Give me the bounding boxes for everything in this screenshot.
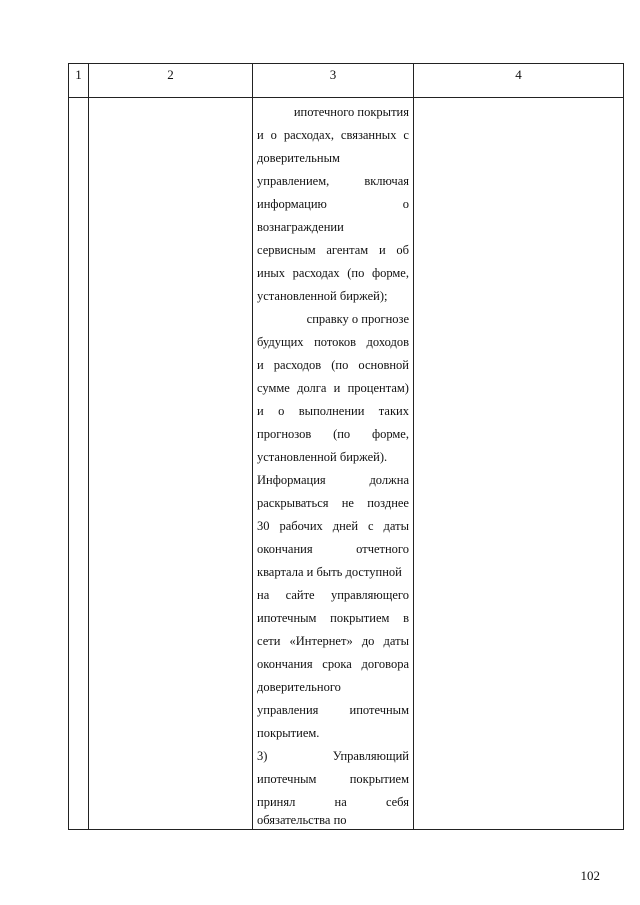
column-divider-3	[413, 63, 414, 830]
text-line: и о выполнении таких	[257, 404, 409, 418]
text-line: будущих потоков доходов	[257, 335, 409, 349]
text-line: принял на себя	[257, 795, 409, 809]
header-cell-2: 2	[167, 67, 174, 82]
table-border-right	[623, 63, 624, 830]
text-line: 3) Управляющий	[257, 749, 409, 763]
table-border-bottom	[68, 829, 624, 830]
text-line: ипотечным покрытием	[257, 772, 409, 786]
text-line: окончания отчетного	[257, 542, 409, 556]
table-border-top	[68, 63, 624, 64]
column-divider-2	[252, 63, 253, 830]
text-line: ипотечного покрытия	[293, 105, 409, 119]
text-line: и о расходах, связанных с	[257, 128, 409, 142]
header-cell-1: 1	[75, 67, 82, 82]
text-line: управлением, включая	[257, 174, 409, 188]
header-cell-4: 4	[515, 67, 522, 82]
text-line: сервисным агентам и об	[257, 243, 409, 257]
text-line: информацию о	[257, 197, 409, 211]
text-line: обязательства по	[257, 813, 347, 827]
text-line: Информация должна	[257, 473, 409, 487]
header-cell-3: 3	[329, 67, 337, 82]
text-line: управления ипотечным	[257, 703, 409, 717]
text-line: сети «Интернет» до даты	[257, 634, 409, 648]
text-line: раскрываться не позднее	[257, 496, 409, 510]
text-line: прогнозов (по форме,	[257, 427, 409, 441]
text-line: установленной биржей).	[257, 450, 388, 464]
text-line: 30 рабочих дней с даты	[257, 519, 409, 533]
page-number: 102	[580, 868, 600, 883]
text-line: справку о прогнозе	[306, 312, 409, 326]
text-line: доверительным	[257, 151, 340, 165]
text-line: вознаграждении	[257, 220, 344, 234]
text-line: и расходов (по основной	[257, 358, 409, 372]
text-line: иных расходах (по форме,	[257, 266, 409, 280]
header-separator	[68, 97, 624, 98]
text-line: установленной биржей);	[257, 289, 388, 303]
text-line: на сайте управляющего	[257, 588, 409, 602]
text-line: сумме долга и процентам)	[257, 381, 409, 395]
text-line: квартала и быть доступной	[257, 565, 402, 579]
text-line: доверительного	[257, 680, 341, 694]
text-line: покрытием.	[257, 726, 320, 740]
table-border-left	[68, 63, 69, 830]
column-divider-1	[88, 63, 89, 830]
text-line: ипотечным покрытием в	[257, 611, 409, 625]
text-line: окончания срока договора	[257, 657, 409, 671]
